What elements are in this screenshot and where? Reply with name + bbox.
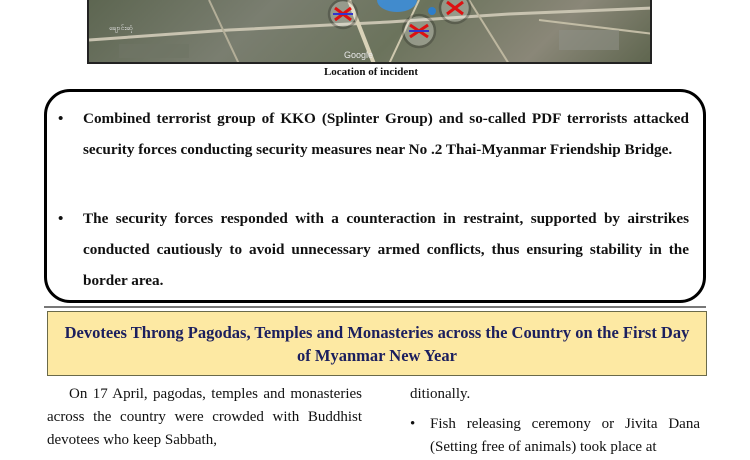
summary-bullet	[58, 203, 689, 296]
bullet-icon: •	[58, 110, 64, 127]
summary-bullet-text: The security forces responded with a counteraction in restraint, supported by airstrikes conducted cautiously to avoid unnecessary armed conflicts, thus ensuring stability in the border area.	[83, 210, 689, 289]
summary-bullet-text: Combined terrorist group of KKO (Splinter Group) and so-called PDF terrorists attacked security forces conducting security measures near No .2 Thai-Myanmar Friendship Bridge.	[83, 110, 689, 158]
bullet-icon: •	[410, 416, 416, 432]
article-left-column: On 17 April, pagodas, temples and monasteries across the country were crowded with Buddhist devotees who keep Sabbath,	[47, 386, 362, 448]
incident-location-map	[87, 0, 652, 64]
article-continuation: ditionally.	[410, 386, 471, 402]
article-bullet	[410, 413, 700, 459]
summary-box	[44, 89, 706, 303]
map-watermark: Google	[344, 50, 374, 60]
article-bullet-text: Fish releasing ceremony or Jivita Dana (Setting free of animals) took place at	[430, 416, 700, 455]
section-divider	[44, 306, 706, 308]
headline-text: Devotees Throng Pagodas, Temples and Monasteries across the Country on the First Day of Myanmar New Year	[64, 322, 690, 365]
article-right-column	[410, 383, 700, 459]
map-place-label: ချောင်းဆုံ	[109, 24, 133, 32]
summary-bullet	[58, 103, 689, 165]
bullet-icon: •	[58, 210, 64, 227]
headline-banner	[47, 311, 707, 376]
map-caption: Location of incident	[323, 66, 419, 78]
